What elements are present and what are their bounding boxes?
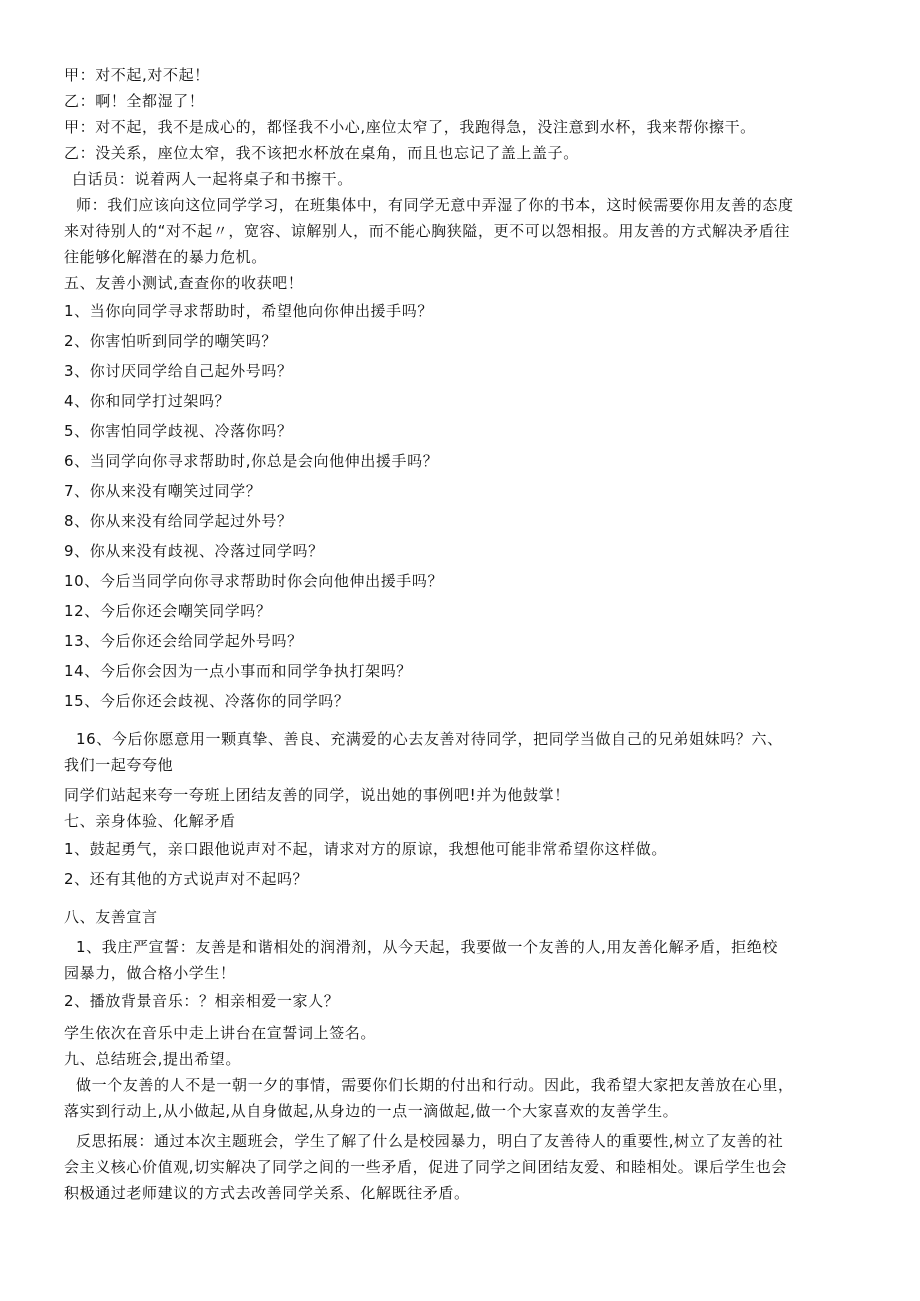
section-8-item-1 bbox=[64, 934, 864, 986]
paragraph-line: 16、今后你愿意用一颗真挚、善良、充满爱的心去友善对待同学，把同学当做自己的兄弟姐妹吗？六、 bbox=[76, 730, 783, 748]
quiz-item: 14、今后你会因为一点小事而和同学争执打架吗？ bbox=[64, 662, 412, 680]
section-9-body bbox=[64, 1072, 864, 1124]
paragraph-line: 做一个友善的人不是一朝一夕的事情，需要你们长期的付出和行动。因此，我希望大家把友善放在心里， bbox=[76, 1076, 794, 1094]
section-heading-9: 九、总结班会,提出希望。 bbox=[64, 1050, 241, 1068]
quiz-item-16 bbox=[64, 726, 864, 778]
quiz-item: 13、今后你还会给同学起外号吗？ bbox=[64, 632, 303, 650]
section-8-item-2: 2、播放背景音乐：？相亲相爱一家人？ bbox=[64, 992, 340, 1010]
quiz-item: 12、今后你还会嘲笑同学吗？ bbox=[64, 602, 272, 620]
quiz-item: 7、你从来没有嘲笑过同学？ bbox=[64, 482, 262, 500]
document-page bbox=[64, 62, 864, 1206]
paragraph-line: 落实到行动上,从小做起,从自身做起,从身边的一点一滴做起,做一个大家喜欢的友善学生。 bbox=[64, 1102, 679, 1120]
paragraph-line: 师：我们应该向这位同学学习，在班集体中，有同学无意中弄湿了你的书本，这时候需要你用友善的态度 bbox=[76, 196, 794, 214]
dialogue-line: 甲：对不起，我不是成心的，都怪我不小心,座位太窄了，我跑得急，没注意到水杯，我来帮你擦干。 bbox=[64, 118, 756, 136]
quiz-item: 1、当你向同学寻求帮助时，希望他向你伸出援手吗？ bbox=[64, 302, 433, 320]
reflection-paragraph bbox=[64, 1128, 864, 1206]
narration-line: 白话员：说着两人一起将桌子和书擦干。 bbox=[72, 170, 353, 188]
paragraph-line: 往能够化解潜在的暴力危机。 bbox=[64, 248, 267, 266]
paragraph-line: 会主义核心价值观,切实解决了同学之间的一些矛盾，促进了同学之间团结友爱、和睦相处。课后学生也会 bbox=[64, 1158, 787, 1176]
quiz-item: 6、当同学向你寻求帮助时,你总是会向他伸出援手吗？ bbox=[64, 452, 439, 470]
paragraph-line: 反思拓展：通过本次主题班会，学生了解了什么是校园暴力，明白了友善待人的重要性,树立了友善的社 bbox=[76, 1132, 784, 1150]
dialogue-line: 乙：没关系，座位太窄，我不该把水杯放在桌角，而且也忘记了盖上盖子。 bbox=[64, 144, 579, 162]
section-heading-5: 五、友善小测试,查查你的收获吧！ bbox=[64, 274, 304, 292]
paragraph-line: 园暴力，做合格小学生！ bbox=[64, 964, 236, 982]
paragraph-line: 我们一起夸夸他 bbox=[64, 756, 174, 774]
quiz-item: 3、你讨厌同学给自己起外号吗？ bbox=[64, 362, 293, 380]
paragraph-line: 1、我庄严宣誓：友善是和谐相处的润滑剂，从今天起，我要做一个友善的人,用友善化解矛盾，拒绝校 bbox=[76, 938, 778, 956]
quiz-item: 9、你从来没有歧视、冷落过同学吗？ bbox=[64, 542, 324, 560]
section-heading-7: 七、亲身体验、化解矛盾 bbox=[64, 812, 236, 830]
section-7-item: 1、鼓起勇气，亲口跟他说声对不起，请求对方的原谅，我想他可能非常希望你这样做。 bbox=[64, 840, 667, 858]
quiz-item: 4、你和同学打过架吗？ bbox=[64, 392, 231, 410]
quiz-item: 5、你害怕同学歧视、冷落你吗？ bbox=[64, 422, 293, 440]
teacher-paragraph bbox=[64, 192, 864, 270]
paragraph-line: 来对待别人的“对不起〃，宽容、谅解别人，而不能心胸狭隘，更不可以怨相报。用友善的方式解决矛盾往 bbox=[64, 222, 790, 240]
section-6-body: 同学们站起来夸一夸班上团结友善的同学，说出她的事例吧!并为他鼓掌！ bbox=[64, 786, 570, 804]
quiz-item: 15、今后你还会歧视、冷落你的同学吗？ bbox=[64, 692, 350, 710]
section-8-sign: 学生依次在音乐中走上讲台在宣誓词上签名。 bbox=[64, 1024, 377, 1042]
section-7-item: 2、还有其他的方式说声对不起吗？ bbox=[64, 870, 309, 888]
section-heading-8: 八、友善宣言 bbox=[64, 908, 158, 926]
quiz-item: 10、今后当同学向你寻求帮助时你会向他伸出援手吗？ bbox=[64, 572, 444, 590]
quiz-item: 8、你从来没有给同学起过外号？ bbox=[64, 512, 293, 530]
quiz-list bbox=[64, 296, 864, 716]
dialogue-line: 甲：对不起,对不起！ bbox=[64, 66, 210, 84]
paragraph-line: 积极通过老师建议的方式去改善同学关系、化解既往矛盾。 bbox=[64, 1184, 470, 1202]
quiz-item: 2、你害怕听到同学的嘲笑吗？ bbox=[64, 332, 277, 350]
dialogue-line: 乙：啊！全都湿了！ bbox=[64, 92, 205, 110]
